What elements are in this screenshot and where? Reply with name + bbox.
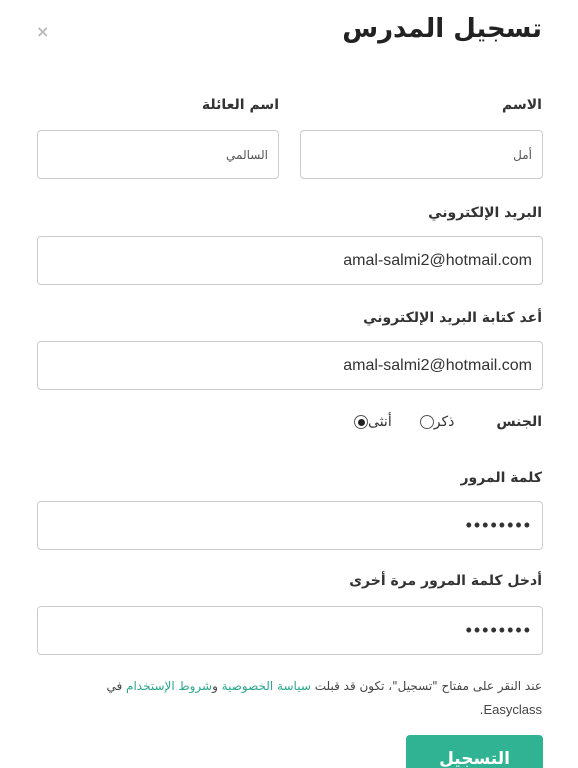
- brand-name: Easyclass: [483, 702, 542, 717]
- last-name-field[interactable]: [37, 130, 279, 179]
- radio-checked-icon[interactable]: [354, 415, 368, 429]
- close-icon[interactable]: ×: [36, 22, 50, 41]
- signup-button[interactable]: التسجيل: [406, 735, 543, 768]
- password-confirm-field[interactable]: [37, 606, 543, 655]
- gender-option-male[interactable]: [420, 414, 459, 430]
- password-confirm-value: ••••••••: [465, 620, 532, 640]
- modal-title: تسجيل المدرس: [342, 14, 542, 44]
- password-value: ••••••••: [465, 515, 532, 535]
- gender-row: [330, 412, 542, 432]
- radio-unchecked-icon[interactable]: [420, 415, 434, 429]
- email-label: البريد الإلكتروني: [428, 205, 542, 221]
- first-name-field[interactable]: [300, 130, 543, 179]
- last-name-label: اسم العائلة: [201, 97, 279, 113]
- gender-option-male-label: ذكر: [433, 414, 455, 430]
- email-confirm-field[interactable]: [37, 341, 543, 390]
- terms-of-use-link[interactable]: شروط الإستخدام: [126, 679, 213, 693]
- terms-end: .: [479, 703, 484, 717]
- email-value: amal-salmi2@hotmail.com: [343, 251, 532, 269]
- password-confirm-label: أدخل كلمة المرور مرة أخرى: [349, 573, 542, 589]
- terms-prefix: عند النقر على مفتاح "تسجيل"، تكون قد قبلت: [310, 679, 542, 693]
- password-label: كلمة المرور: [460, 470, 542, 486]
- email-confirm-value: amal-salmi2@hotmail.com: [343, 356, 532, 374]
- terms-and: و: [212, 679, 222, 693]
- first-name-label: الاسم: [502, 97, 542, 113]
- email-field[interactable]: [37, 236, 543, 285]
- last-name-value: السالمي: [226, 147, 268, 162]
- gender-option-female[interactable]: [354, 414, 396, 430]
- privacy-policy-link[interactable]: سياسة الخصوصية: [221, 679, 311, 693]
- terms-notice: [32, 674, 542, 722]
- gender-option-female-label: أنثى: [368, 414, 392, 430]
- password-field[interactable]: [37, 501, 543, 550]
- terms-suffix: في: [106, 679, 127, 693]
- first-name-value: أمل: [513, 147, 532, 162]
- gender-label: الجنس: [496, 414, 542, 430]
- email-confirm-label: أعد كتابة البريد الإلكتروني: [363, 310, 542, 326]
